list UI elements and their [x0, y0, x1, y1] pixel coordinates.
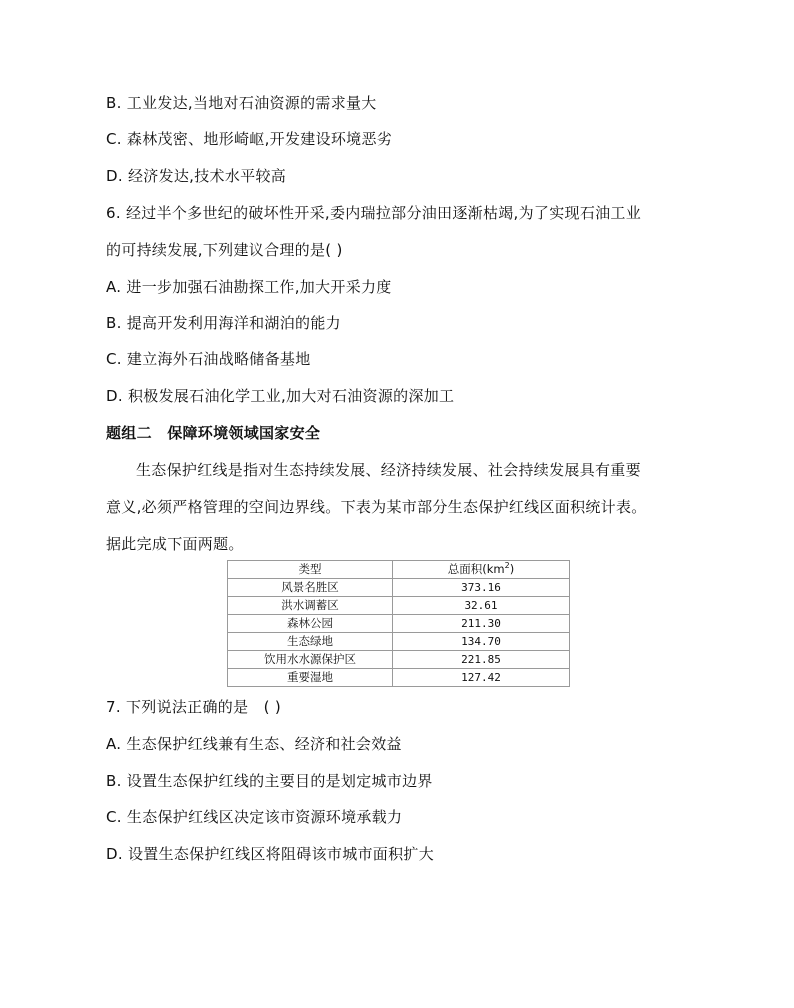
- table-row: [228, 651, 570, 669]
- q6-stem-line2: 的可持续发展,下列建议合理的是( ): [106, 241, 343, 259]
- table-row: [228, 633, 570, 651]
- q7-option-b: B. 设置生态保护红线的主要目的是划定城市边界: [106, 772, 433, 790]
- cell-area: 134.70: [393, 633, 570, 651]
- cell-type: 洪水调蓄区: [228, 597, 393, 615]
- table-row: [228, 615, 570, 633]
- group2-intro-line2: 意义,必须严格管理的空间边界线。下表为某市部分生态保护红线区面积统计表。: [106, 498, 647, 516]
- red-line-area-table: [227, 560, 570, 687]
- q7-stem: 7. 下列说法正确的是 ( ): [106, 698, 282, 716]
- table-header-row: [228, 561, 570, 579]
- q7-option-a: A. 生态保护红线兼有生态、经济和社会效益: [106, 735, 402, 753]
- group2-intro-line3: 据此完成下面两题。: [106, 535, 244, 553]
- cell-area: 127.42: [393, 669, 570, 687]
- cell-type: 森林公园: [228, 615, 393, 633]
- q6-option-a: A. 进一步加强石油勘探工作,加大开采力度: [106, 278, 392, 296]
- q5-option-b: B. 工业发达,当地对石油资源的需求量大: [106, 94, 377, 112]
- header-area-sup: 2: [504, 561, 510, 571]
- table-row: [228, 669, 570, 687]
- table-row: [228, 597, 570, 615]
- group2-title: 题组二 保障环境领域国家安全: [106, 424, 321, 442]
- cell-area: 373.16: [393, 579, 570, 597]
- cell-area: 221.85: [393, 651, 570, 669]
- cell-type: 饮用水水源保护区: [228, 651, 393, 669]
- q6-stem-line1: 6. 经过半个多世纪的破坏性开采,委内瑞拉部分油田逐渐枯竭,为了实现石油工业: [106, 204, 642, 222]
- header-area: [393, 561, 570, 579]
- table-row: [228, 579, 570, 597]
- header-area-close: ): [509, 562, 515, 576]
- cell-type: 风景名胜区: [228, 579, 393, 597]
- q7-option-c: C. 生态保护红线区决定该市资源环境承载力: [106, 808, 403, 826]
- q6-option-c: C. 建立海外石油战略储备基地: [106, 350, 311, 368]
- q5-option-d: D. 经济发达,技术水平较高: [106, 167, 287, 185]
- header-area-text: 总面积(km: [447, 562, 505, 576]
- cell-area: 32.61: [393, 597, 570, 615]
- q6-option-b: B. 提高开发利用海洋和湖泊的能力: [106, 314, 341, 332]
- cell-type: 生态绿地: [228, 633, 393, 651]
- q7-option-d: D. 设置生态保护红线区将阻碍该市城市面积扩大: [106, 845, 434, 863]
- cell-type: 重要湿地: [228, 669, 393, 687]
- cell-area: 211.30: [393, 615, 570, 633]
- group2-intro-line1: 生态保护红线是指对生态持续发展、经济持续发展、社会持续发展具有重要: [136, 461, 641, 479]
- q6-option-d: D. 积极发展石油化学工业,加大对石油资源的深加工: [106, 387, 455, 405]
- q5-option-c: C. 森林茂密、地形崎岖,开发建设环境恶劣: [106, 130, 393, 148]
- header-type: 类型: [228, 561, 393, 579]
